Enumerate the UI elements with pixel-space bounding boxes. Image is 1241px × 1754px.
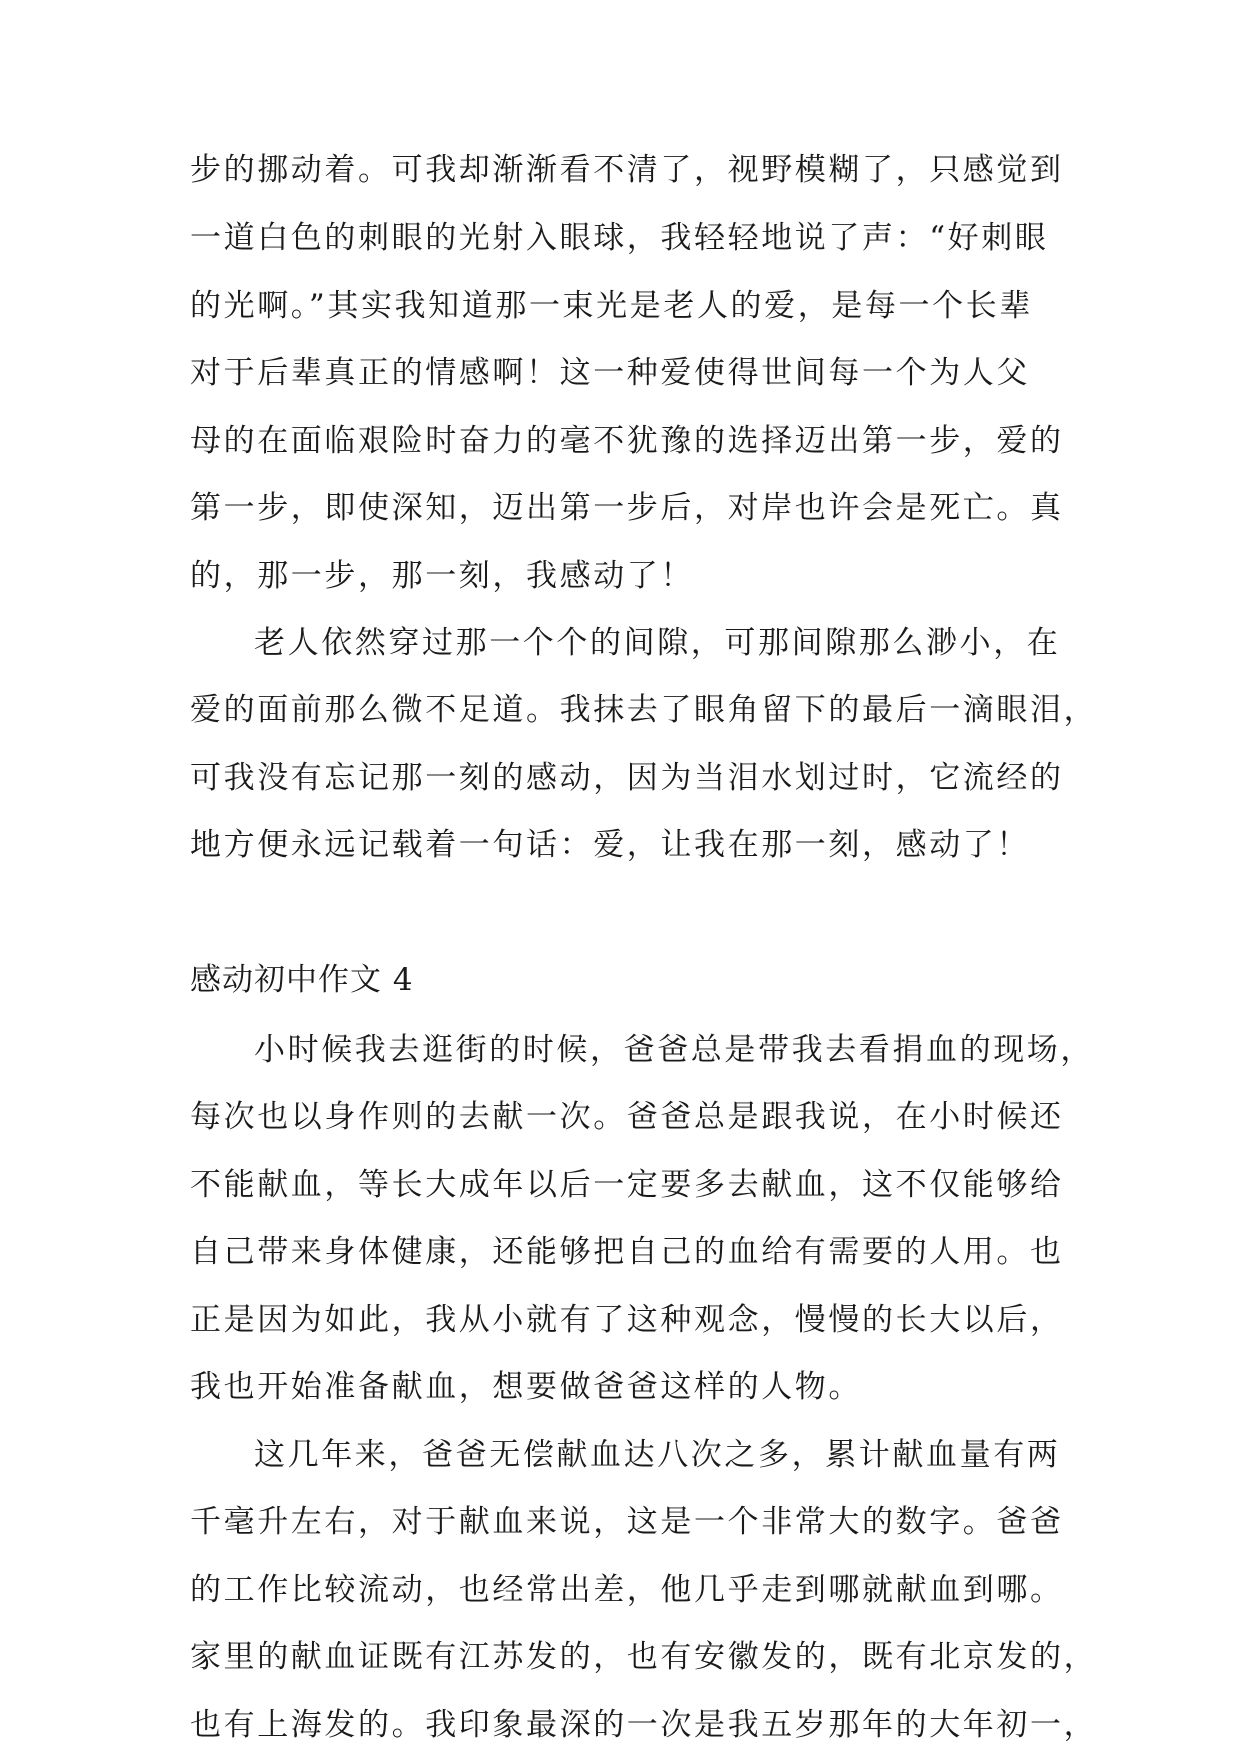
text-line: 自己带来身体健康，还能够把自己的血给有需要的人用。也 <box>190 1234 1064 1270</box>
text-line: 我也开始准备献血，想要做爸爸这样的人物。 <box>190 1369 862 1405</box>
text-line: 小时候我去逛街的时候，爸爸总是带我去看捐血的现场， <box>254 1032 1094 1068</box>
text-line: 一道白色的刺眼的光射入眼球，我轻轻地说了声：“好刺眼 <box>190 220 1049 256</box>
text-line: 可我没有忘记那一刻的感动，因为当泪水划过时，它流经的 <box>190 760 1064 796</box>
section-heading: 感动初中作文 4 <box>190 962 414 998</box>
text-line: 母的在面临艰险时奋力的毫不犹豫的选择迈出第一步，爱的 <box>190 423 1064 459</box>
text-line: 的光啊。”其实我知道那一束光是老人的爱，是每一个长辈 <box>190 288 1033 324</box>
text-line: 这几年来，爸爸无偿献血达八次之多，累计献血量有两 <box>254 1437 1061 1473</box>
text-line: 老人依然穿过那一个个的间隙，可那间隙那么渺小，在 <box>254 625 1061 661</box>
text-line: 每次也以身作则的去献一次。爸爸总是跟我说，在小时候还 <box>190 1099 1064 1135</box>
text-line: 正是因为如此，我从小就有了这种观念，慢慢的长大以后， <box>190 1302 1064 1338</box>
text-line: 步的挪动着。可我却渐渐看不清了，视野模糊了，只感觉到 <box>190 152 1064 188</box>
text-line: 爱的面前那么微不足道。我抹去了眼角留下的最后一滴眼泪， <box>190 692 1098 728</box>
text-line: 千毫升左右，对于献血来说，这是一个非常大的数字。爸爸 <box>190 1504 1064 1540</box>
text-line: 地方便永远记载着一句话：爱，让我在那一刻，感动了！ <box>190 827 1030 863</box>
text-line: 不能献血，等长大成年以后一定要多去献血，这不仅能够给 <box>190 1167 1064 1203</box>
text-line: 的，那一步，那一刻，我感动了！ <box>190 558 694 594</box>
text-line: 第一步，即使深知，迈出第一步后，对岸也许会是死亡。真 <box>190 490 1064 526</box>
text-line: 的工作比较流动，也经常出差，他几乎走到哪就献血到哪。 <box>190 1572 1064 1608</box>
text-line: 对于后辈真正的情感啊！这一种爱使得世间每一个为人父 <box>190 355 1030 391</box>
text-line: 也有上海发的。我印象最深的一次是我五岁那年的大年初一， <box>190 1707 1098 1743</box>
text-line: 家里的献血证既有江苏发的，也有安徽发的，既有北京发的， <box>190 1639 1098 1675</box>
